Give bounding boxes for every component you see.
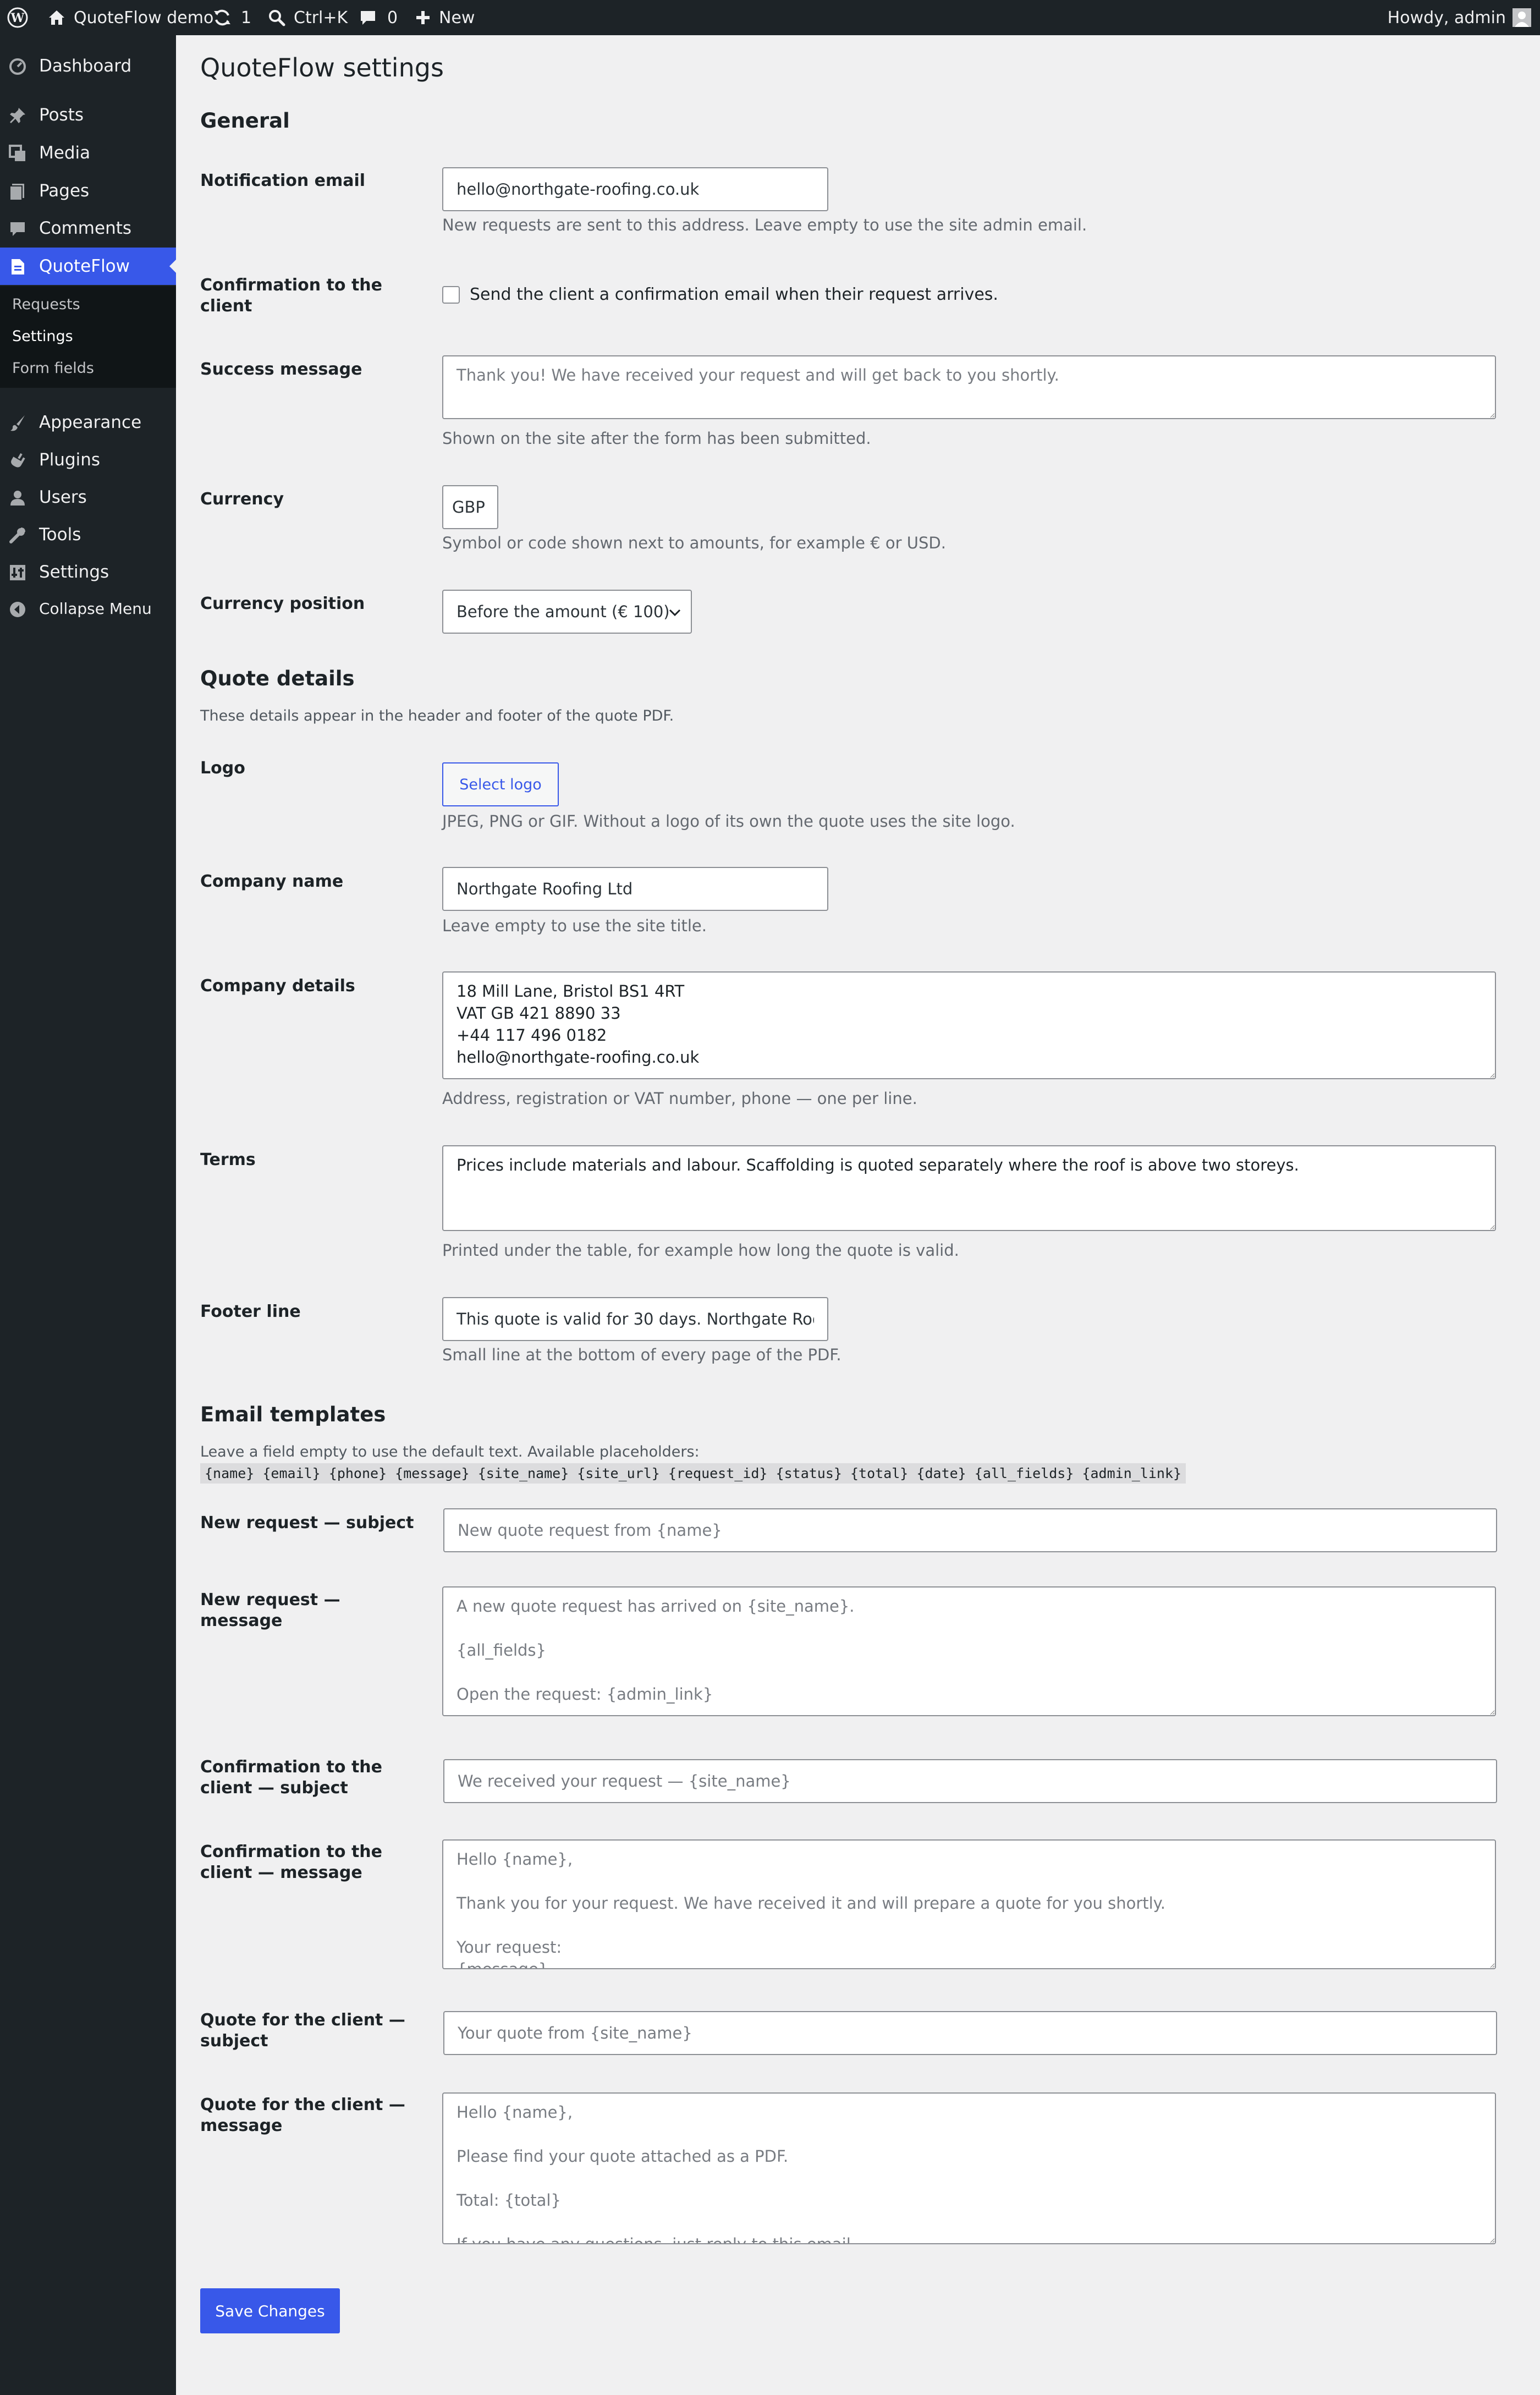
company-details-textarea[interactable] (442, 971, 1496, 1079)
menu-label: Plugins (39, 450, 101, 470)
pushpin-icon (9, 107, 26, 124)
svg-text:W: W (10, 11, 25, 25)
confirmation-subject-label: Confirmation to the client — subject (200, 1757, 382, 1798)
menu-label: Users (39, 487, 87, 507)
search-icon (267, 8, 286, 27)
new-request-message-textarea[interactable] (442, 1586, 1496, 1716)
menu-label: Collapse Menu (39, 600, 152, 618)
home-icon (47, 8, 66, 27)
menu-label: Media (39, 143, 91, 163)
confirmation-message-label: Confirmation to the client — message (200, 1842, 382, 1882)
menu-item-users[interactable] (0, 479, 176, 516)
terms-textarea[interactable] (442, 1145, 1496, 1231)
section-heading-quote-details: Quote details (200, 667, 355, 690)
menu-label: Comments (39, 218, 132, 238)
quote-details-description: These details appear in the header and footer of the quote PDF. (200, 707, 674, 724)
currency-help: Symbol or code shown next to amounts, for example € or USD. (442, 534, 946, 552)
menu-label: Settings (39, 562, 109, 582)
quote-subject-label: Quote for the client — subject (200, 2011, 405, 2051)
document-icon (9, 258, 26, 276)
success-message-label: Success message (200, 360, 362, 379)
footer-line-help: Small line at the bottom of every page of the PDF. (442, 1345, 842, 1364)
submenu-item-requests[interactable]: Requests (12, 296, 80, 313)
plus-icon (415, 9, 431, 26)
footer-line-label: Footer line (200, 1302, 301, 1321)
menu-item-quoteflow[interactable] (0, 248, 176, 285)
new-request-message-label: New request — message (200, 1590, 340, 1630)
my-account-link[interactable] (1388, 0, 1531, 35)
avatar (1513, 8, 1531, 27)
menu-item-plugins[interactable] (0, 441, 176, 479)
menu-item-appearance[interactable] (0, 404, 176, 441)
footer-line-field[interactable] (442, 1297, 828, 1341)
confirmation-subject-field[interactable] (443, 1759, 1497, 1803)
menu-item-pages[interactable] (0, 172, 176, 210)
notification-email-field[interactable] (442, 167, 828, 211)
new-label: New (439, 8, 475, 28)
email-templates-description: Leave a field empty to use the default text. Available placeholders: (200, 1443, 700, 1460)
quote-message-label: Quote for the client — message (200, 2095, 405, 2135)
submenu-item-settings[interactable]: Settings (12, 328, 73, 345)
quote-message-textarea[interactable] (442, 2092, 1496, 2244)
logo-label: Logo (200, 759, 245, 778)
search-shortcut: Ctrl+K (294, 8, 348, 28)
updates-count: 1 (241, 8, 252, 28)
currency-field[interactable] (442, 485, 498, 529)
site-name-link[interactable] (47, 0, 213, 35)
new-request-subject-label: New request — subject (200, 1513, 414, 1532)
notification-email-help: New requests are sent to this address. Leave empty to use the site admin email. (442, 216, 1087, 234)
menu-label: Pages (39, 181, 90, 201)
confirmation-checkbox[interactable] (442, 286, 460, 304)
success-message-help: Shown on the site after the form has been submitted. (442, 429, 871, 448)
company-name-field[interactable] (442, 867, 828, 911)
terms-label: Terms (200, 1150, 256, 1169)
menu-label: Dashboard (39, 56, 132, 76)
quote-subject-field[interactable] (443, 2011, 1497, 2055)
comment-icon (9, 220, 26, 238)
submenu-item-form-fields[interactable]: Form fields (12, 360, 94, 377)
pages-icon (9, 183, 26, 200)
user-icon (9, 489, 26, 507)
terms-help: Printed under the table, for example how long the quote is valid. (442, 1241, 959, 1260)
confirmation-message-textarea[interactable] (442, 1839, 1496, 1969)
page-title: QuoteFlow settings (200, 53, 444, 83)
company-details-help: Address, registration or VAT number, phone — one per line. (442, 1089, 917, 1108)
menu-item-dashboard[interactable] (0, 47, 176, 85)
currency-label: Currency (200, 490, 284, 509)
confirmation-label: Confirmation to the client (200, 276, 382, 316)
menu-item-settings[interactable] (0, 553, 176, 591)
select-logo-button[interactable]: Select logo (442, 762, 559, 806)
menu-label: Appearance (39, 413, 142, 432)
media-icon (9, 145, 26, 162)
updates-icon (212, 8, 232, 28)
company-name-help: Leave empty to use the site title. (442, 916, 707, 935)
settings-icon (9, 564, 26, 581)
new-content-link[interactable] (415, 0, 475, 35)
company-details-label: Company details (200, 976, 355, 996)
wrench-icon (9, 526, 26, 544)
admin-bar (0, 0, 1540, 35)
plugin-icon (9, 452, 26, 469)
placeholder-list: {name} {email} {phone} {message} {site_name} {site_url} {request_id} {status} {total} {date} {all_fields} {admin_link} (200, 1463, 1186, 1484)
menu-item-comments[interactable] (0, 210, 176, 247)
comments-count: 0 (387, 8, 398, 28)
updates-link[interactable] (212, 0, 251, 35)
paintbrush-icon (9, 414, 26, 432)
command-palette-link[interactable] (267, 0, 348, 35)
dashboard-icon (9, 58, 26, 75)
comment-icon (359, 8, 377, 27)
site-name: QuoteFlow demo (74, 8, 214, 28)
menu-item-posts[interactable] (0, 96, 176, 134)
menu-label: Tools (39, 525, 81, 545)
admin-menu (0, 35, 176, 2395)
menu-item-tools[interactable] (0, 516, 176, 553)
currency-position-label: Currency position (200, 594, 365, 613)
menu-label: Posts (39, 105, 84, 125)
collapse-icon (9, 601, 26, 618)
section-heading-email-templates: Email templates (200, 1403, 386, 1426)
new-request-subject-field[interactable] (443, 1508, 1497, 1552)
wordpress-logo-icon[interactable] (7, 0, 29, 35)
menu-item-media[interactable] (0, 134, 176, 172)
currency-position-select[interactable] (442, 590, 692, 634)
currency-position-selected: Before the amount (€ 100) (457, 602, 670, 621)
notification-email-label: Notification email (200, 171, 366, 190)
menu-label: QuoteFlow (39, 256, 130, 276)
company-name-label: Company name (200, 872, 344, 891)
save-changes-button[interactable]: Save Changes (200, 2288, 340, 2333)
section-heading-general: General (200, 109, 290, 133)
menu-item-collapse[interactable] (0, 590, 176, 628)
comments-link[interactable] (359, 0, 398, 35)
confirmation-checkbox-label[interactable]: Send the client a confirmation email when their request arrives. (470, 285, 998, 304)
chevron-down-icon (668, 605, 682, 619)
logo-help: JPEG, PNG or GIF. Without a logo of its own the quote uses the site logo. (442, 812, 1015, 831)
howdy-text: Howdy, admin (1387, 8, 1506, 28)
success-message-textarea[interactable] (442, 355, 1496, 419)
